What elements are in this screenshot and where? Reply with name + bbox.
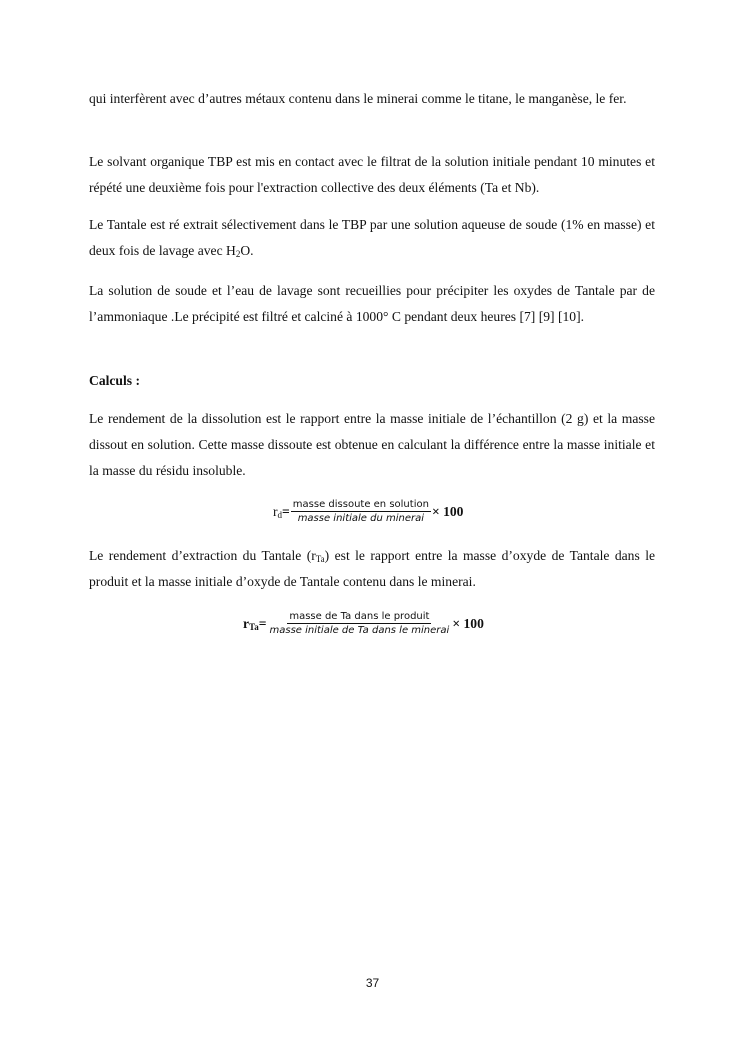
formula-equals: =: [282, 503, 290, 519]
subscript-ta: Ta: [315, 554, 325, 564]
paragraph-extraction-yield: [89, 543, 655, 595]
paragraph-re-extraction: [89, 212, 655, 264]
paragraph-dissolution-yield: Le rendement de la dissolution est le rapport entre la masse initiale de l’échantillon (2 g) et la masse dissout en solution. Cette masse dissoute est obtenue en calculant la différence entre la masse initiale et la masse du résidu insoluble.: [89, 411, 655, 478]
paragraph-precipitation: La solution de soude et l’eau de lavage sont recueillies pour précipiter les oxydes de Tantale par de l’ammoniaque .Le précipité est filtré et calciné à 1000° C pendant deux heures [7] [9] [10].: [89, 283, 655, 324]
paragraph-intro: qui interfèrent avec d’autres métaux contenu dans le minerai comme le titane, le manganèse, le fer.: [89, 91, 627, 106]
formula-multiplier: × 100: [452, 615, 484, 631]
paragraph-re-extraction-end: O.: [240, 243, 254, 258]
paragraph-extraction-text: Le rendement d’extraction du Tantale (r: [89, 548, 316, 563]
formula-numerator: masse de Ta dans le produit: [289, 611, 430, 622]
formula-lhs: $r_{Ta}$: [243, 615, 259, 632]
formula-extraction-yield: [243, 610, 484, 637]
formula-equals: =: [258, 615, 267, 631]
formula-lhs: $r_d$: [273, 503, 283, 520]
formula-multiplier: × 100: [431, 503, 464, 519]
page-number: 37: [365, 976, 380, 990]
formula-fraction: [291, 498, 431, 525]
paragraph-tbp-contact: Le solvant organique TBP est mis en contact avec le filtrat de la solution initiale pendant 10 minutes et répété une deuxième fois pour l'extraction collective des deux éléments (Ta et Nb).: [89, 154, 655, 195]
formula-denominator: masse initiale de Ta dans le minerai: [269, 625, 450, 636]
paragraph-re-extraction-text: Le Tantale est ré extrait sélectivement dans le TBP par une solution aqueuse de soude (1% en masse) et deux fois de lavage avec H: [89, 217, 655, 258]
formula-numerator: masse dissoute en solution: [292, 499, 429, 510]
paragraph-extraction-end: ) est le rapport entre la masse d’oxyde de Tantale dans le produit et la masse initiale d’oxyde de Tantale contenu dans le minerai.: [89, 548, 656, 589]
subscript-2: 2: [235, 249, 241, 259]
section-heading-calculs: Calculs :: [89, 373, 140, 388]
formula-dissolution-yield: [273, 498, 463, 525]
formula-denominator: masse initiale du minerai: [297, 513, 425, 524]
formula-fraction: [267, 610, 451, 637]
